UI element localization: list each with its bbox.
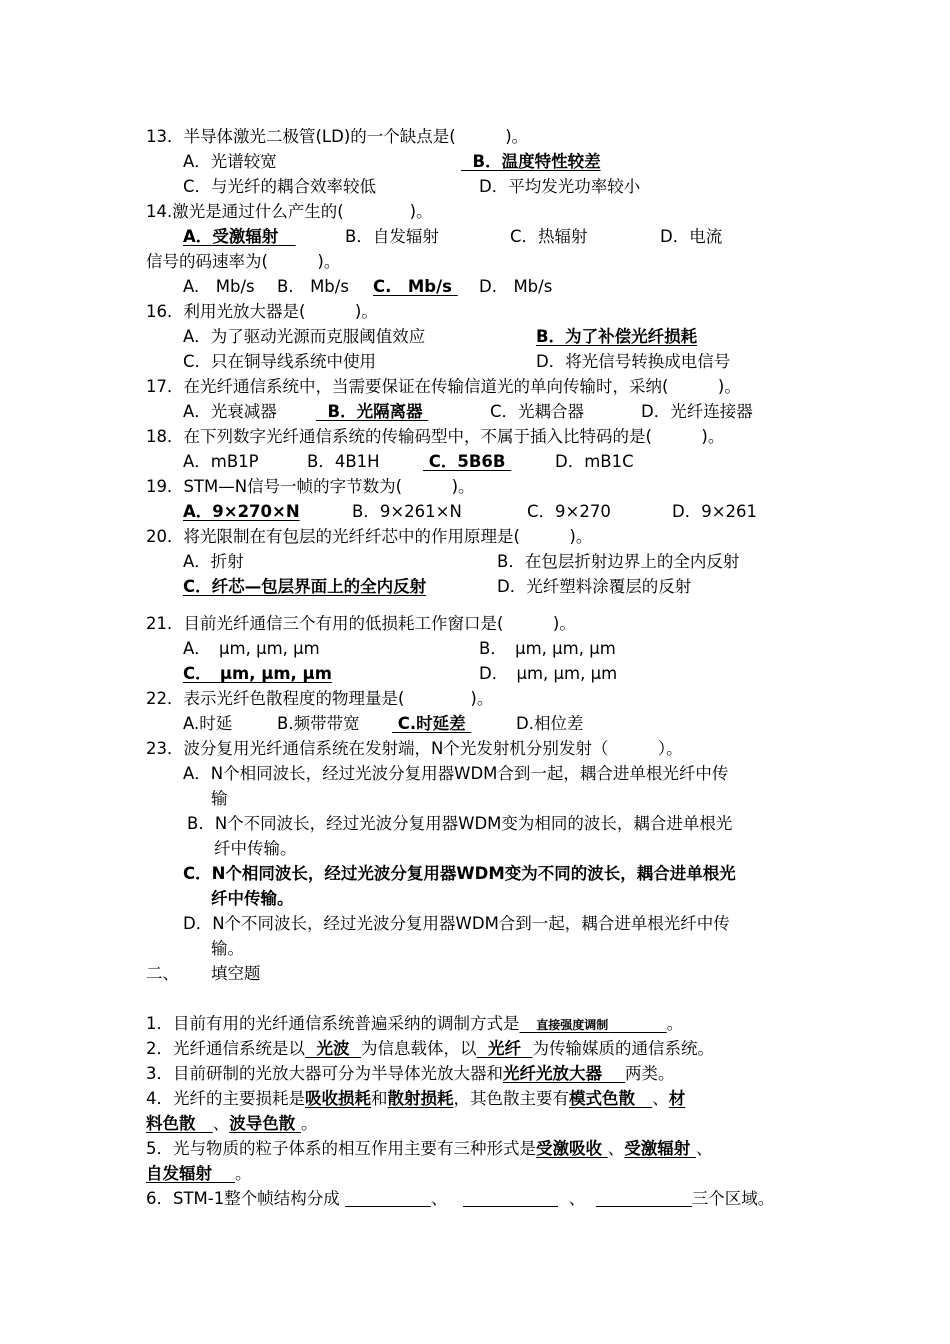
fill-5-answer-3: 自发辐射 — [146, 1164, 212, 1183]
q17-option-b-answer: B．光隔离器 — [327, 402, 423, 421]
fill-5-answer-1: 受激吸收 — [536, 1139, 602, 1158]
q21-option-c-answer: C． μm, μm, μm — [183, 664, 332, 683]
q13-option-d: D．平均发光功率较小 — [479, 177, 641, 196]
fill-4-answer-2: 散射损耗 — [387, 1089, 454, 1108]
q22-stem: 22．表示光纤色散程度的物理量是( )。 — [146, 689, 494, 708]
q21-option-a: A． μm, μm, μm — [183, 639, 320, 658]
q23-option-c-answer-line2: 纤中传输。 — [211, 889, 294, 908]
fill-2: 2．光纤通信系统是以 光波 为信息载体，以 光纤 为传输媒质的通信系统。 — [146, 1039, 714, 1058]
q17-option-d: D．光纤连接器 — [641, 402, 753, 421]
q21-stem: 21．目前光纤通信三个有用的低损耗工作窗口是( )。 — [146, 614, 576, 633]
q23-option-b-line2: 纤中传输。 — [214, 839, 297, 858]
q16-option-d: D．将光信号转换成电信号 — [536, 352, 731, 371]
q13-option-a: A．光谱较宽 — [183, 152, 277, 171]
q19-stem: 19．STM—N信号一帧的字节数为( )。 — [146, 477, 475, 496]
fill-6-blank-2[interactable] — [463, 1190, 558, 1207]
q16-option-c: C．只在铜导线系统中使用 — [183, 352, 377, 371]
fill-6-blank-1[interactable] — [345, 1190, 431, 1207]
q15-option-c-answer: C. Mb/s — [373, 277, 452, 296]
q23-option-d-line1: D．N个不同波长，经过光波分复用器WDM合到一起，耦合进单根光纤中传 — [183, 914, 730, 933]
q18-option-b: B．4B1H — [307, 452, 380, 471]
q18-option-c-answer: C．5B6B — [428, 452, 506, 471]
q20-option-b: B．在包层折射边界上的全内反射 — [497, 552, 740, 571]
fill-1: 1．目前有用的光纤通信系统普遍采纳的调制方式是 直接强度调制 。 — [146, 1014, 684, 1033]
fill-2-answer-2: 光纤 — [488, 1039, 521, 1058]
fill-3-answer: 光纤光放大器 — [503, 1064, 602, 1083]
q18-option-a: A．mB1P — [183, 452, 259, 471]
q23-option-d-line2: 输。 — [211, 939, 244, 958]
fill-4-answer-3: 模式色散 — [569, 1089, 635, 1108]
q21-option-b: B． μm, μm, μm — [479, 639, 616, 658]
q16-option-b-answer: B．为了补偿光纤损耗 — [536, 327, 698, 346]
fill-4-line2: 料色散 、波导色散 。 — [146, 1114, 318, 1133]
fill-3: 3．目前研制的光放大器可分为半导体光放大器和光纤光放大器 两类。 — [146, 1064, 675, 1083]
q13-stem: 13．半导体激光二极管(LD)的一个缺点是( )。 — [146, 127, 529, 146]
q23-stem: 23．波分复用光纤通信系统在发射端，N个光发射机分别发射（ ）。 — [146, 739, 683, 758]
q19-option-a-answer: A．9×270×N — [183, 502, 300, 521]
fill-5-line1: 5．光与物质的粒子体系的相互作用主要有三种形式是受激吸收 、受激辐射 、 — [146, 1139, 713, 1158]
q13-option-c: C．与光纤的耦合效率较低 — [183, 177, 377, 196]
q15-option-d: D. Mb/s — [479, 277, 553, 296]
section-number: 二、 — [146, 964, 179, 983]
q17-option-a: A．光衰减器 — [183, 402, 277, 421]
q17-stem: 17．在光纤通信系统中，当需要保证在传输信道光的单向传输时，采纳( )。 — [146, 377, 741, 396]
q22-option-c-answer: C.时延差 — [397, 714, 466, 733]
q20-option-c-answer: C．纤芯—包层界面上的全内反射 — [183, 577, 427, 596]
fill-6: 6．STM-1整个帧结构分成 、 、 三个区域。 — [146, 1189, 775, 1208]
q18-option-d: D．mB1C — [555, 452, 634, 471]
fill-4-answer-1: 吸收损耗 — [305, 1089, 371, 1108]
q19-option-d: D．9×261 — [672, 502, 758, 521]
fill-5-line2: 自发辐射 。 — [146, 1164, 252, 1183]
section-title: 填空题 — [211, 964, 261, 983]
q15-stem: 信号的码速率为( )。 — [146, 252, 341, 271]
q23-option-c-answer-line1: C．N个相同波长，经过光波分复用器WDM变为不同的波长，耦合进单根光 — [183, 864, 736, 883]
fill-5-answer-2: 受激辐射 — [624, 1139, 691, 1158]
fill-6-blank-3[interactable] — [596, 1190, 692, 1207]
q13-option-b-answer: B．温度特性较差 — [472, 152, 601, 171]
q16-option-a: A．为了驱动光源而克服阈值效应 — [183, 327, 426, 346]
fill-4-answer-4b: 料色散 — [146, 1114, 196, 1133]
q20-stem: 20．将光限制在有包层的光纤纤芯中的作用原理是( )。 — [146, 527, 593, 546]
q15-option-a: A. Mb/s — [183, 277, 255, 296]
q18-stem: 18．在下列数字光纤通信系统的传输码型中，不属于插入比特码的是( )。 — [146, 427, 725, 446]
q22-option-b: B.频带带宽 — [277, 714, 360, 733]
q15-option-b: B. Mb/s — [277, 277, 349, 296]
fill-4-answer-5: 波导色散 — [229, 1114, 296, 1133]
q23-option-b-line1: B．N个不同波长，经过光波分复用器WDM变为相同的波长，耦合进单根光 — [187, 814, 733, 833]
q14-option-d: D．电流 — [660, 227, 723, 246]
q23-option-a-line1: A．N个相同波长，经过光波分复用器WDM合到一起，耦合进单根光纤中传 — [183, 764, 729, 783]
q14-stem: 14.激光是通过什么产生的( )。 — [146, 202, 433, 221]
fill-4-line1: 4．光纤的主要损耗是吸收损耗和散射损耗，其色散主要有模式色散 、材 — [146, 1089, 686, 1108]
q14-option-b: B．自发辐射 — [345, 227, 439, 246]
q16-stem: 16．利用光放大器是( )。 — [146, 302, 378, 321]
q20-option-d: D．光纤塑料涂覆层的反射 — [497, 577, 692, 596]
fill-4-answer-4a: 材 — [668, 1089, 686, 1108]
q20-option-a: A．折射 — [183, 552, 244, 571]
q14-option-a-answer: A．受激辐射 — [183, 227, 279, 246]
q14-option-c: C．热辐射 — [510, 227, 588, 246]
q19-option-b: B．9×261×N — [352, 502, 462, 521]
q19-option-c: C．9×270 — [527, 502, 611, 521]
q21-option-d: D． μm, μm, μm — [479, 664, 618, 683]
q23-option-a-line2: 输 — [211, 789, 228, 808]
q22-option-d: D.相位差 — [516, 714, 584, 733]
fill-1-answer: 直接强度调制 — [536, 1018, 609, 1032]
fill-2-answer-1: 光波 — [316, 1039, 350, 1058]
q17-option-c: C．光耦合器 — [490, 402, 585, 421]
q22-option-a: A.时延 — [183, 714, 233, 733]
